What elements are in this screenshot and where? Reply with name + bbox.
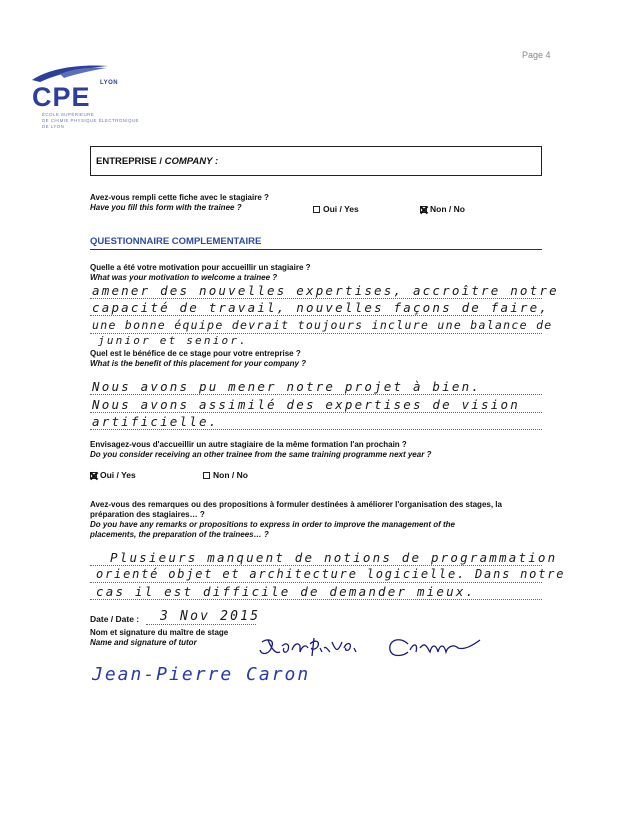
fill-yes-label: Oui / Yes — [323, 204, 359, 214]
logo-swoosh-icon — [30, 62, 110, 84]
benefit-answer-line: Nous avons pu mener notre projet à bien. — [92, 379, 482, 394]
tutor-name: Jean-Pierre Caron — [92, 664, 311, 685]
motivation-question-fr: Quelle a été votre motivation pour accueillir un stagiaire ? — [90, 263, 311, 272]
next-year-no-label: Non / No — [213, 470, 248, 480]
dotted-line — [90, 429, 542, 430]
handwritten-signature — [258, 628, 488, 668]
dotted-line — [90, 599, 542, 600]
motivation-answer-line: junior et senior. — [98, 334, 248, 347]
company-box — [90, 146, 542, 176]
next-year-question — [90, 440, 550, 460]
remarks-question-en-2: placements, the preparation of the trainees… ? — [90, 530, 269, 539]
dotted-line — [90, 565, 542, 566]
benefit-question-fr: Quel est le bénéfice de ce stage pour votre entreprise ? — [90, 349, 301, 358]
remarks-answer-line: orienté objet et architecture logicielle. Dans notre — [96, 567, 566, 581]
motivation-question — [90, 263, 550, 283]
company-label — [96, 156, 218, 167]
signature-label-fr: Nom et signature du maître de stage — [90, 628, 229, 637]
next-year-yes-option[interactable] — [90, 470, 136, 480]
section-title: QUESTIONNAIRE COMPLEMENTAIRE — [90, 236, 542, 250]
benefit-answer-line: Nous avons assimilé des expertises de vision — [92, 397, 520, 412]
company-label-en: COMPANY : — [164, 156, 219, 167]
dotted-line — [90, 315, 542, 316]
logo-city: LYON — [100, 80, 119, 86]
next-year-question-fr: Envisagez-vous d'accueillir un autre stagiaire de la même formation l'an prochain ? — [90, 440, 407, 449]
remarks-answer-line: cas il est difficile de demander mieux. — [96, 584, 476, 599]
fill-question-fr: Avez-vous rempli cette fiche avec le stagiaire ? — [90, 193, 269, 202]
next-year-no-checkbox[interactable] — [203, 472, 210, 479]
next-year-no-option[interactable] — [203, 470, 248, 480]
motivation-answer-line: une bonne équipe devrait toujours inclure une balance de — [92, 318, 553, 332]
logo-subtitle-3: DE LYON — [42, 124, 65, 129]
benefit-question — [90, 349, 550, 369]
signature-label-en: Name and signature of tutor — [90, 638, 197, 647]
dotted-line — [90, 298, 542, 299]
logo-subtitle-1: ÉCOLE SUPÉRIEURE — [42, 112, 95, 117]
remarks-question-fr-2: préparation des stagiaires… ? — [90, 510, 205, 519]
benefit-question-en: What is the benefit of this placement for your company ? — [90, 359, 307, 368]
page-number: Page 4 — [522, 50, 551, 60]
fill-no-option[interactable] — [420, 204, 465, 214]
fill-yes-checkbox[interactable] — [313, 206, 320, 213]
benefit-answer-line: artificielle. — [92, 414, 219, 429]
next-year-yes-label: Oui / Yes — [100, 470, 136, 480]
dotted-line — [90, 394, 542, 395]
motivation-question-en: What was your motivation to welcome a trainee ? — [90, 273, 278, 282]
logo-subtitle-2: DE CHIMIE PHYSIQUE ÉLECTRONIQUE — [42, 118, 139, 123]
motivation-answer-line: amener des nouvelles expertises, accroître notre — [92, 283, 559, 298]
fill-question-en: Have you fill this form with the trainee ? — [90, 203, 242, 212]
company-label-fr: ENTREPRISE / — [96, 156, 165, 167]
next-year-question-en: Do you consider receiving an other trainee from the same training programme next year ? — [90, 450, 432, 459]
dotted-line — [90, 582, 542, 583]
dotted-line — [90, 412, 542, 413]
fill-yes-option[interactable] — [313, 204, 359, 214]
fill-no-checkbox[interactable] — [420, 206, 427, 213]
cpe-logo — [30, 62, 150, 142]
motivation-answer-line: capacité de travail, nouvelles façons de faire, — [92, 300, 550, 315]
date-label: Date / Date : — [90, 614, 140, 624]
date-line — [146, 624, 256, 625]
remarks-question — [90, 500, 550, 540]
date-value: 3 Nov 2015 — [160, 609, 261, 624]
remarks-answer-line: Plusieurs manquent de notions de programmation — [110, 550, 558, 565]
remarks-question-fr-1: Avez-vous des remarques ou des propositions à formuler destinées à améliorer l'organisation des stages, la — [90, 500, 502, 509]
next-year-yes-checkbox[interactable] — [90, 472, 97, 479]
remarks-question-en-1: Do you have any remarks or propositions to express in order to improve the management of the — [90, 520, 455, 529]
logo-name: CPE — [32, 82, 91, 112]
fill-no-label: Non / No — [430, 204, 465, 214]
